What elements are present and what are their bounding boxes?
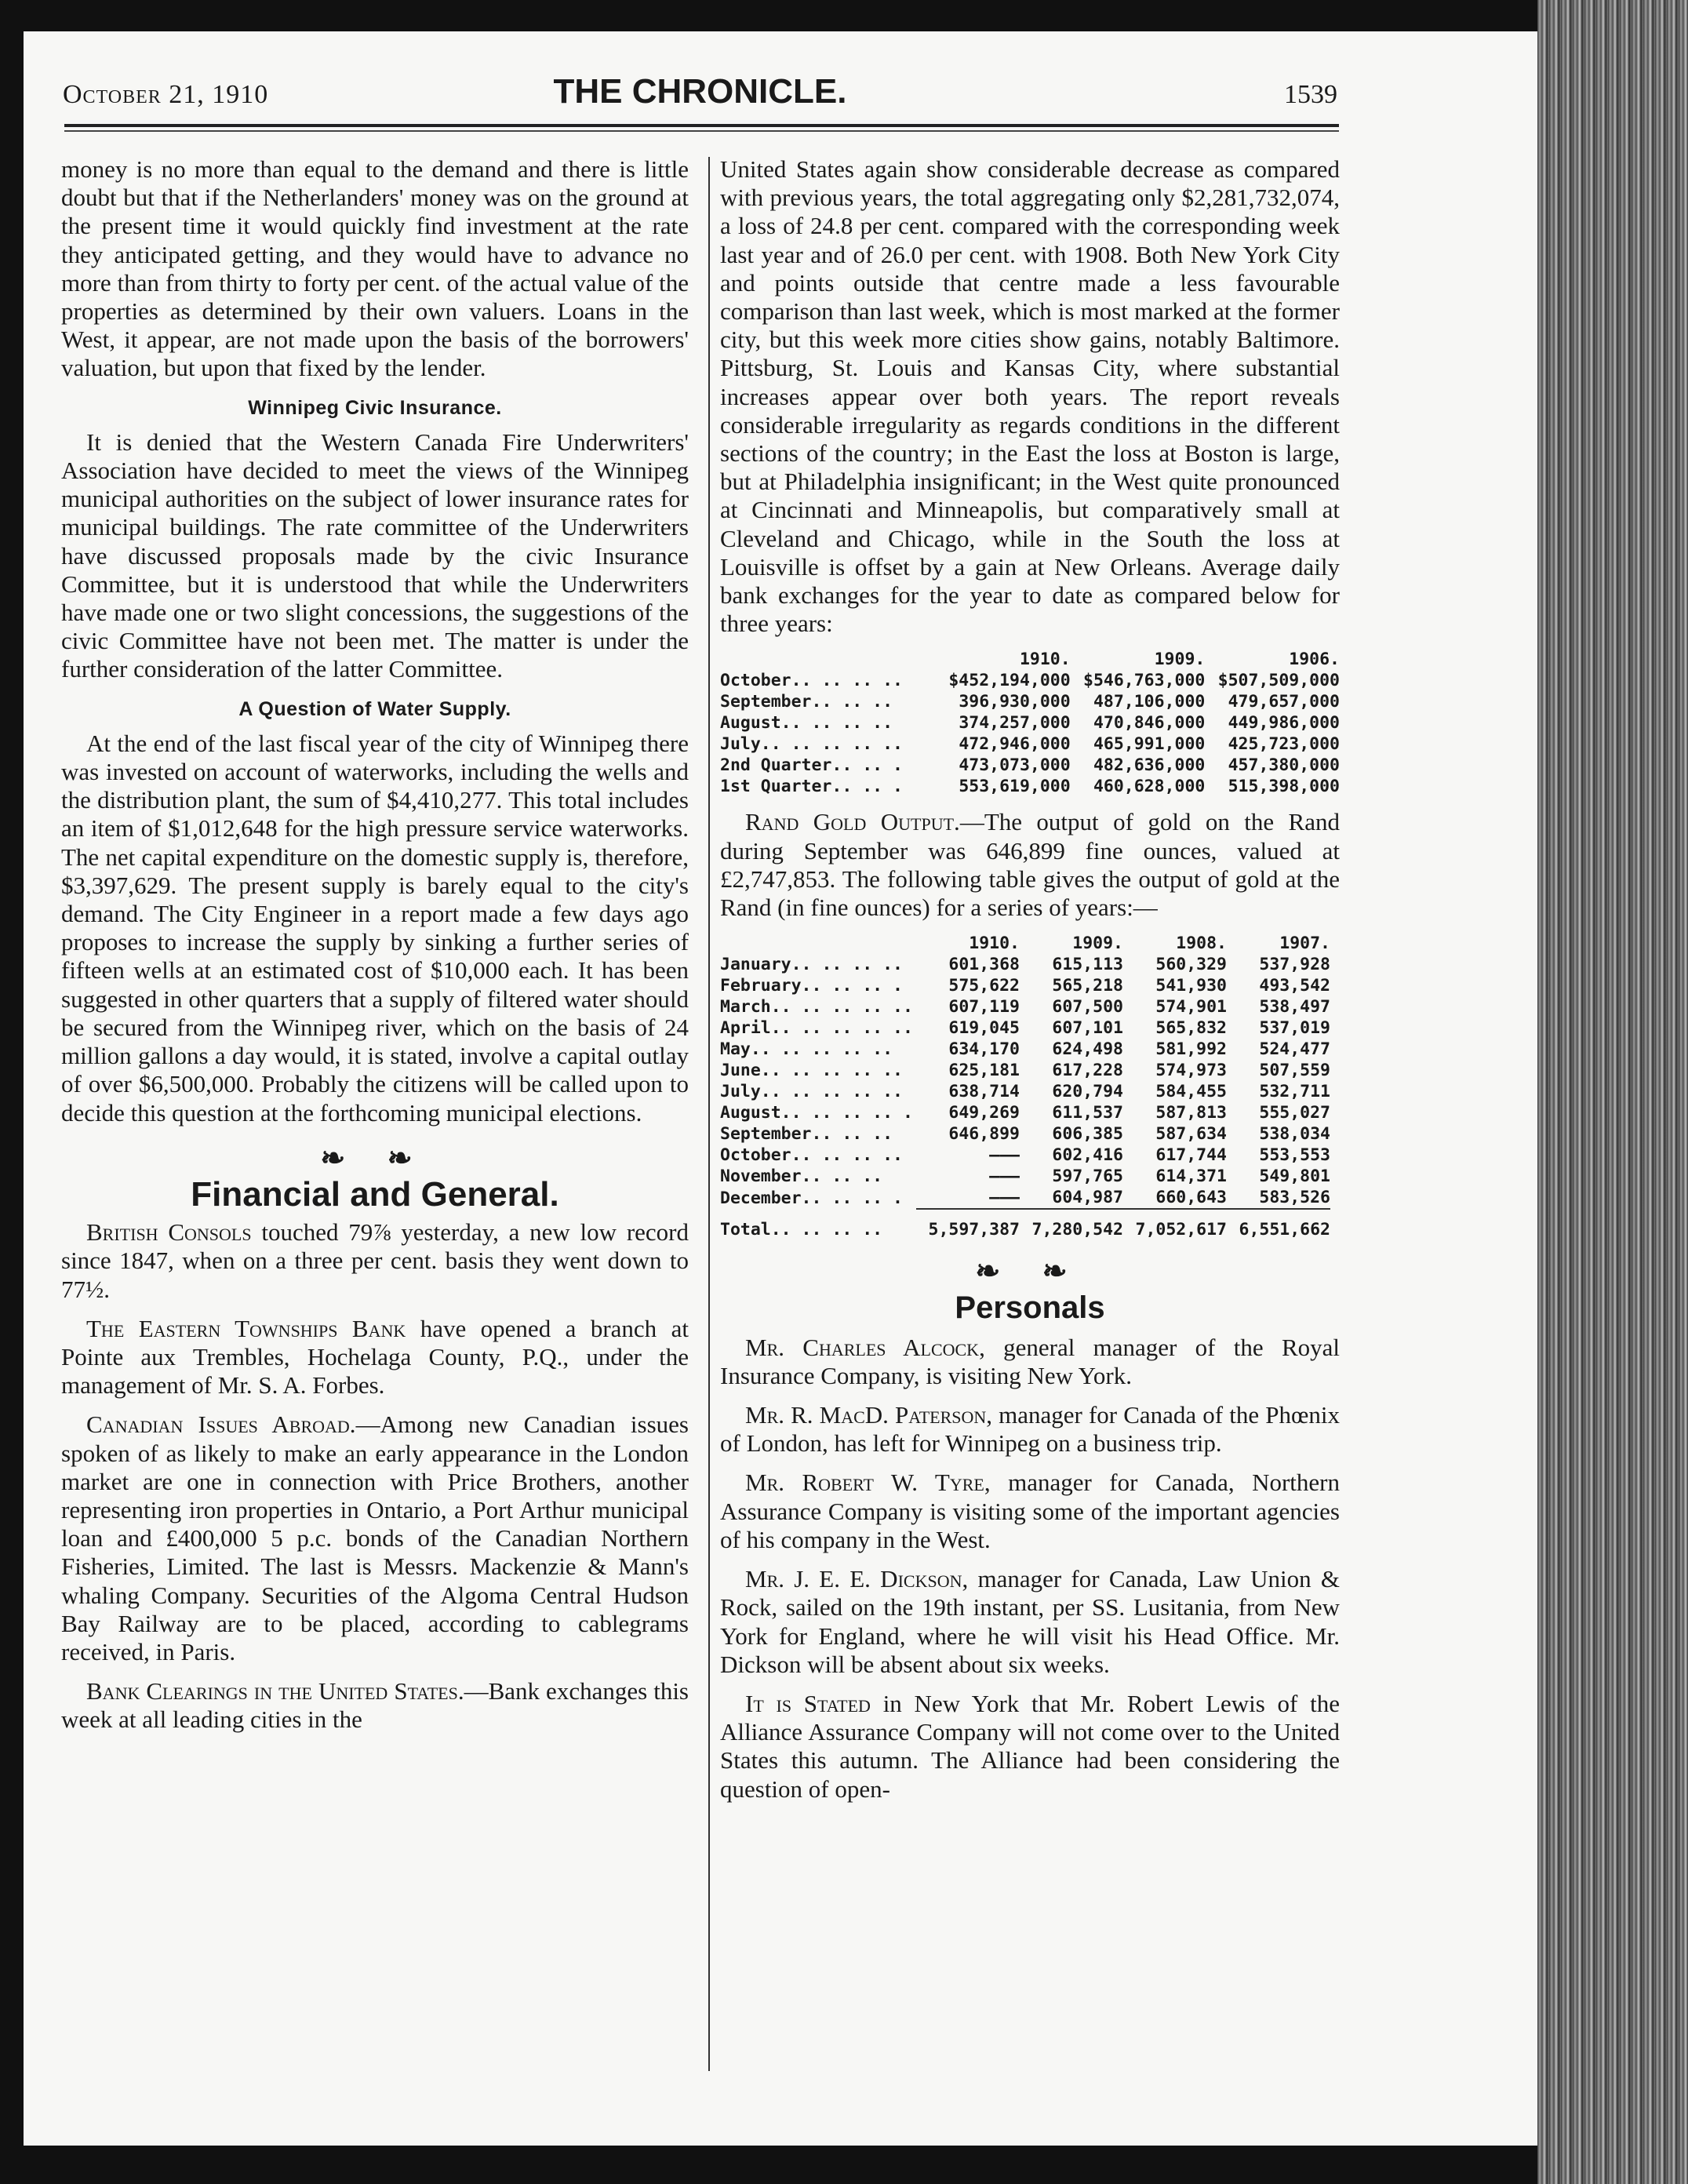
cell: 620,794 [1052,1082,1123,1102]
paragraph: The Eastern Townships Bank have opened a branch at Pointe aux Trembles, Hochelaga County, P.Q., under the management of Mr. S. A. Forbes. [61,1314,689,1400]
table-row [720,670,1340,691]
cell: 457,380,000 [1228,755,1340,776]
table-row [720,1039,1330,1060]
cell: 549,801 [1259,1167,1330,1187]
cell: 565,218 [1052,976,1123,996]
cell: 604,987 [1020,1187,1123,1209]
lead-in: Mr. R. MacD. Paterson, [745,1401,993,1429]
cell: 584,455 [1155,1082,1227,1102]
row-label: February.. .. .. . [720,976,903,996]
paragraph: Mr. Robert W. Tyre, manager for Canada, Northern Assurance Company is visiting some of the important agencies of his company in the West. [720,1469,1340,1553]
column-header: 1906. [1289,650,1340,670]
row-label: June.. .. .. .. .. [720,1061,903,1081]
cell: $507,509,000 [1217,671,1340,691]
page-number: 1539 [1284,80,1337,109]
cell: 624,498 [1052,1039,1123,1060]
cell: 538,497 [1259,997,1330,1017]
table-row [720,712,1340,733]
cell: 649,269 [948,1103,1020,1123]
row-label: August.. .. .. .. [720,713,893,733]
cell: $546,763,000 [1083,671,1206,691]
table-row [720,1145,1330,1166]
cell: ——— [989,1145,1020,1166]
cell: 634,170 [948,1039,1020,1060]
column-divider [708,157,710,2071]
cell: 482,636,000 [1093,755,1206,776]
lead-in: British Consols [86,1218,252,1247]
row-label: August.. .. .. .. . [720,1103,913,1123]
cell: ——— [916,1187,1020,1209]
cell: 614,371 [1155,1167,1227,1187]
table-row [720,975,1330,996]
cell: 565,832 [1155,1018,1227,1039]
cell: 473,073,000 [959,755,1071,776]
cell: 472,946,000 [959,734,1071,755]
cell: 587,813 [1155,1103,1227,1123]
paragraph: At the end of the last fiscal year of the city of Winnipeg there was invested on account of waterworks, including the wells and the distribution plant, the sum of $4,410,277. This total includes an item of $1,012,648 for the high pressure service waterworks. The net capital expenditure on the domestic supply is, therefore, $3,397,629. The present supply is barely equal to the city's demand. The City Engineer in a report made a few days ago proposes to increase the supply by sinking a further series of fifteen wells at an estimated cost of $10,000 each. It has been suggested in other quarters that a supply of filtered water should be secured from the Winnipeg river, which on the basis of 24 million gallons a day would, it is stated, involve a capital outlay of over $6,500,000. Probably the citizens will be called upon to decide this question at the forthcoming municipal elections. [61,729,689,1127]
row-label: October.. .. .. .. [720,1145,903,1166]
cell: 560,329 [1155,955,1227,975]
cell: 607,119 [948,997,1020,1017]
publication-title: THE CHRONICLE. [553,72,847,111]
cell: 374,257,000 [959,713,1071,733]
bank-exchanges-table [720,649,1340,797]
cell: 541,930 [1155,976,1227,996]
column-header: 1909. [1154,650,1206,670]
cell: 507,559 [1259,1061,1330,1081]
cell: 7,052,617 [1135,1220,1227,1240]
cell: 619,045 [948,1018,1020,1039]
cell: 465,991,000 [1093,734,1206,755]
cell: 532,711 [1259,1082,1330,1102]
table-row [720,1102,1330,1123]
rand-gold-output-table [720,933,1330,1240]
cell: 449,986,000 [1228,713,1340,733]
paragraph: It is Stated in New York that Mr. Robert Lewis of the Alliance Assurance Company will not come over to the United States this autumn. The Alliance had been considering the question of open- [720,1689,1340,1803]
ornament-divider: ❧ ❧ [975,1255,1085,1289]
cell: 617,744 [1155,1145,1227,1166]
lead-in: Canadian Issues Abroad. [86,1410,356,1439]
cell: 575,622 [948,976,1020,996]
cell: 5,597,387 [928,1220,1020,1240]
cell: 611,537 [1052,1103,1123,1123]
paragraph: United States again show considerable decrease as compared with previous years, the total aggregating only $2,281,732,074, a loss of 24.8 per cent. compared with the corresponding week last year and of 26.0 per cent. with 1908. Both New York City and points outside that centre made a less favourable comparison than last week, which is most marked at the former city, but this week more cities show gains, notably Baltimore. Pittsburg, St. Louis and Kansas City, where substantial increases appear over both years. The report reveals considerable irregularity as regards conditions in the different sections of the country; in the East the loss at Boston is large, but at Philadelphia insignificant; in the West quite pronounced at Cincinnati and Minneapolis, but comparatively small at Cleveland and Chicago, while in the South the loss at Louisville is offset by a gain at New Orleans. Average daily bank exchanges for the year to date as compared below for three years: [720,155,1340,638]
cell: 606,385 [1052,1124,1123,1145]
row-label: September.. .. .. [720,692,893,712]
column-header: 1910. [969,934,1020,954]
cell: 538,034 [1259,1124,1330,1145]
header-rule [64,124,1339,127]
table-row [720,776,1340,797]
cell: 587,634 [1155,1124,1227,1145]
lead-in: Rand Gold Output. [745,808,960,836]
cell: 555,027 [1259,1103,1330,1123]
issue-date: October 21, 1910 [63,80,269,109]
table-total-row [720,1209,1330,1240]
lead-in: Mr. J. E. E. Dickson, [745,1565,969,1593]
lead-in: Mr. Charles Alcock, [745,1333,985,1361]
row-label: October.. .. .. .. [720,671,903,691]
cell: 581,992 [1155,1039,1227,1060]
row-label: 1st Quarter.. .. . [720,777,903,797]
cell: 597,765 [1052,1167,1123,1187]
table-row [720,1187,1330,1209]
column-header: 1907. [1279,934,1330,954]
cell: 487,106,000 [1093,692,1206,712]
table-header-row [720,649,1340,670]
subheading: Winnipeg Civic Insurance. [248,396,502,419]
table-row [720,1166,1330,1187]
cell: 607,500 [1052,997,1123,1017]
cell: 537,928 [1259,955,1330,975]
section-title: Financial and General. [191,1174,559,1214]
cell: 515,398,000 [1228,777,1340,797]
cell: 583,526 [1227,1187,1330,1209]
row-label: April.. .. .. .. .. [720,1018,913,1039]
column-header: 1908. [1176,934,1227,954]
table-row [720,1060,1330,1081]
cell: 537,019 [1259,1018,1330,1039]
cell: 602,416 [1052,1145,1123,1166]
column-header: 1910. [1019,650,1071,670]
cell: 607,101 [1052,1018,1123,1039]
paragraph: Mr. Charles Alcock, general manager of the Royal Insurance Company, is visiting New York. [720,1333,1341,1389]
paragraph: British Consols touched 79⅞ yesterday, a new low record since 1847, when on a three per cent. basis they went down to 77½. [61,1218,689,1303]
column-header: 1909. [1072,934,1123,954]
row-label: November.. .. .. [720,1167,883,1187]
row-label: December.. .. .. . [720,1188,903,1208]
row-label: July.. .. .. .. .. [720,1082,903,1102]
cell: 660,643 [1123,1187,1227,1209]
cell: 615,113 [1052,955,1123,975]
cell: 524,477 [1259,1039,1330,1060]
cell: 479,657,000 [1228,692,1340,712]
paragraph: Mr. R. MacD. Paterson, manager for Canada of the Phœnix of London, has left for Winnipeg on a business trip. [720,1401,1340,1458]
paragraph: Canadian Issues Abroad.—Among new Canadian issues spoken of as likely to make an early appearance in the London market are one in connection with Price Brothers, another representing iron properties in Ontario, a Port Arthur municipal loan and £400,000 5 p.c. bonds of the Canadian Northern Fisheries, Limited. The last is Messrs. Mackenzie & Mann's whaling Company. Securities of the Algoma Central Hudson Bay Railway are to be placed, according to cablegrams received, in Paris. [61,1410,689,1665]
cell: 601,368 [948,955,1020,975]
paragraph: money is no more than equal to the demand and there is little doubt but that if the Netherlanders' money was on the ground at the present time it would quickly find investment at the rate they anticipated getting, and they would have to advance no more than from thirty to forty per cent. of the actual value of the properties as determined by their own valuers. Loans in the West, it appear, are not made upon the basis of the borrowers' valuation, but upon that fixed by the lender. [61,155,689,382]
row-label: 2nd Quarter.. .. . [720,755,903,776]
row-label: Total.. .. .. .. [720,1219,883,1239]
paragraph: Rand Gold Output.—The output of gold on the Rand during September was 646,899 fine ounces, valued at £2,747,853. The following table gives the output of gold at the Rand (in fine ounces) for a series of years:— [720,808,1340,922]
row-label: May.. .. .. .. .. [720,1039,893,1060]
ornament-divider: ❧ ❧ [320,1141,430,1175]
cell: ——— [989,1167,1020,1187]
right-column [720,155,1340,1815]
cell: 574,973 [1155,1061,1227,1081]
cell: 638,714 [948,1082,1020,1102]
cell: $452,194,000 [948,671,1071,691]
left-column [61,155,689,1745]
cell: 617,228 [1052,1061,1123,1081]
book-binding [1537,0,1688,2184]
row-label: September.. .. .. [720,1124,893,1145]
cell: 425,723,000 [1228,734,1340,755]
header-rule-thin [64,130,1339,132]
table-row [720,691,1340,712]
cell: 6,551,662 [1239,1220,1330,1240]
lead-in: The Eastern Townships Bank [86,1314,406,1342]
lead-in: It is Stated [745,1689,871,1717]
table-row [720,954,1330,975]
paragraph: Mr. J. E. E. Dickson, manager for Canada, Law Union & Rock, sailed on the 19th instant, per SS. Lusitania, from New York for England, where he will visit his Head Office. Mr. Dickson will be absent about six weeks. [720,1565,1340,1678]
table-row [720,755,1340,776]
table-row [720,1017,1330,1039]
cell: 553,619,000 [959,777,1071,797]
subheading: A Question of Water Supply. [238,697,511,720]
lead-in: Bank Clearings in the United States. [86,1677,464,1705]
lead-in: Mr. Robert W. Tyre, [745,1469,991,1497]
cell: 493,542 [1259,976,1330,996]
cell: 396,930,000 [959,692,1071,712]
page-header [63,72,1337,119]
table-row [720,1081,1330,1102]
row-label: March.. .. .. .. .. [720,997,913,1017]
section-title: Personals [955,1290,1105,1326]
cell: 7,280,542 [1031,1220,1123,1240]
table-row [720,1123,1330,1145]
row-label: January.. .. .. .. [720,955,903,975]
table-row [720,996,1330,1017]
paragraph: It is denied that the Western Canada Fire Underwriters' Association have decided to meet the views of the Winnipeg municipal authorities on the subject of lower insurance rates for municipal buildings. The rate committee of the Underwriters have discussed proposals made by the civic Insurance Committee, but it is understood that while the Underwriters have made one or two slight concessions, the suggestions of the civic Committee have not been met. The matter is under the further consideration of the latter Committee. [61,428,689,683]
paragraph: Bank Clearings in the United States.—Bank exchanges this week at all leading cities in the [61,1677,689,1734]
cell: 460,628,000 [1093,777,1206,797]
table-header-row [720,933,1330,954]
row-label: July.. .. .. .. .. [720,734,903,755]
cell: 553,553 [1259,1145,1330,1166]
cell: 625,181 [948,1061,1020,1081]
cell: 574,901 [1155,997,1227,1017]
cell: 470,846,000 [1093,713,1206,733]
cell: 646,899 [948,1124,1020,1145]
table-row [720,733,1340,755]
